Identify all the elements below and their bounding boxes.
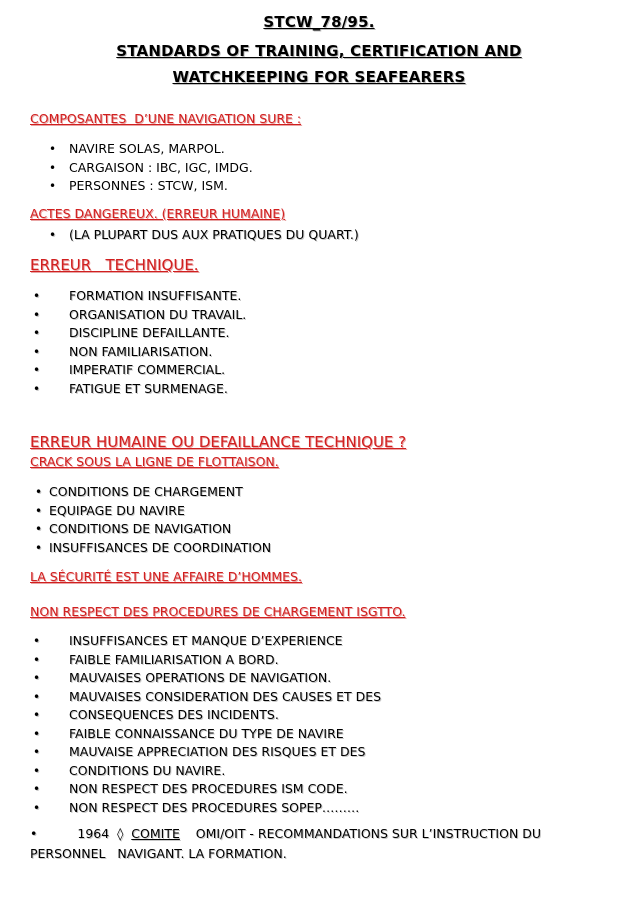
final-comite: COMITE [131, 826, 180, 841]
bullet-icon: • [33, 671, 41, 685]
final-paragraph [30, 824, 600, 864]
list-item: • NON RESPECT DES PROCEDURES SOPEP……… [69, 799, 381, 818]
bullet-icon: • [33, 689, 41, 704]
crack-subheading: CRACK SOUS LA LIGNE DE FLOTTAISON. [30, 454, 279, 469]
list-item: • EQUIPAGE DU NAVIRE [49, 502, 271, 521]
list-item: • PERSONNES : STCW, ISM. [69, 177, 253, 196]
bullet-icon: • [33, 381, 41, 396]
list-item: • (LA PLUPART DUS AUX PRATIQUES DU QUART.) [69, 226, 359, 245]
non-respect-list [33, 632, 382, 817]
bullet-icon: • [33, 652, 41, 667]
bullet-icon: • [33, 726, 41, 741]
non-respect-heading: NON RESPECT DES PROCEDURES DE CHARGEMENT ISGTTO. [30, 604, 406, 619]
actes-heading: ACTES DANGEREUX. (ERREUR HUMAINE) [30, 206, 286, 221]
list-item: • NON FAMILIARISATION. [69, 343, 246, 362]
final-line2: PERSONNEL NAVIGANT. LA FORMATION. [30, 846, 287, 861]
bullet-icon: • [33, 782, 41, 796]
doc-title-line2: STANDARDS OF TRAINING, CERTIFICATION AND [116, 42, 522, 60]
list-item: • CONDITIONS DE NAVIGATION [49, 520, 271, 539]
erreur-technique-list [33, 287, 247, 398]
list-item: • MAUVAISE APPRECIATION DES RISQUES ET DES [69, 743, 381, 762]
bullet-icon: • [49, 160, 57, 175]
doc-title-line1: STCW_78/95. [263, 13, 375, 31]
bullet-icon: • [33, 289, 41, 303]
bullet-icon: • [35, 522, 43, 536]
bullet-icon: • [30, 826, 38, 841]
bullet-icon: • [35, 485, 43, 499]
securite-heading: LA SÉCURITÉ EST UNE AFFAIRE D’HOMMES. [30, 569, 302, 584]
list-item: • IMPERATIF COMMERCIAL. [69, 361, 246, 380]
list-item: • CONSEQUENCES DES INCIDENTS. [69, 706, 381, 725]
list-item: • CARGAISON : IBC, IGC, IMDG. [69, 159, 253, 178]
erreur-technique-heading: ERREUR TECHNIQUE. [30, 256, 199, 274]
list-item: • FAIBLE CONNAISSANCE DU TYPE DE NAVIRE [69, 725, 381, 744]
bullet-icon: • [33, 307, 41, 322]
actes-list [49, 226, 359, 245]
list-item: • NAVIRE SOLAS, MARPOL. [69, 140, 253, 159]
list-item: • ORGANISATION DU TRAVAIL. [69, 306, 246, 325]
list-item: • FAIBLE FAMILIARISATION A BORD. [69, 651, 381, 670]
composantes-list [49, 140, 253, 196]
final-year: 1964 [77, 826, 110, 841]
bullet-icon: • [35, 540, 43, 555]
bullet-icon: • [33, 634, 41, 648]
bullet-icon: • [49, 228, 57, 242]
composantes-heading: COMPOSANTES D’UNE NAVIGATION SURE : [30, 111, 302, 126]
erreur-humaine-heading: ERREUR HUMAINE OU DEFAILLANCE TECHNIQUE ? [30, 433, 407, 451]
list-item: • MAUVAISES OPERATIONS DE NAVIGATION. [69, 669, 381, 688]
bullet-icon: • [33, 363, 41, 377]
bullet-icon: • [33, 326, 41, 340]
list-item: • INSUFFISANCES ET MANQUE D’EXPERIENCE [69, 632, 381, 651]
list-item: • DISCIPLINE DEFAILLANTE. [69, 324, 246, 343]
bullet-icon: • [33, 344, 41, 359]
list-item: • CONDITIONS DU NAVIRE. [69, 762, 381, 781]
list-item: • INSUFFISANCES DE COORDINATION [49, 539, 271, 558]
bullet-icon: • [33, 745, 41, 759]
bullet-icon: • [35, 503, 43, 518]
list-item: • FORMATION INSUFFISANTE. [69, 287, 246, 306]
list-item: • CONDITIONS DE CHARGEMENT [49, 483, 271, 502]
bullet-icon: • [33, 800, 41, 815]
final-rest-line1: OMI/OIT - RECOMMANDATIONS SUR L’INSTRUCTION DU [195, 826, 542, 841]
bullet-icon: • [33, 763, 41, 778]
diamond-icon: ◊ [117, 826, 124, 841]
erreur-humaine-list [35, 483, 272, 557]
bullet-icon: • [33, 708, 41, 722]
list-item: • FATIGUE ET SURMENAGE. [69, 380, 246, 399]
bullet-icon: • [49, 179, 57, 193]
list-item: • MAUVAISES CONSIDERATION DES CAUSES ET DES [69, 688, 381, 707]
doc-title-line3: WATCHKEEPING FOR SEAFEARERS [172, 68, 466, 86]
list-item: • NON RESPECT DES PROCEDURES ISM CODE. [69, 780, 381, 799]
bullet-icon: • [49, 142, 57, 156]
